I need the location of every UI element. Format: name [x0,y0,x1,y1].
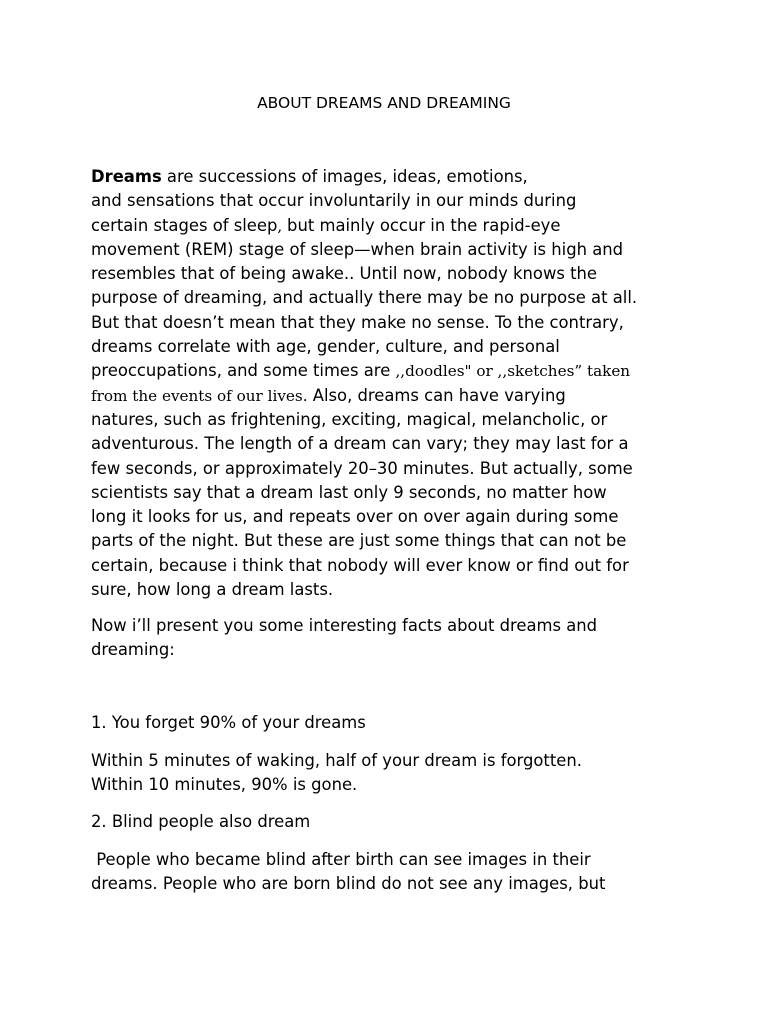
intro-text: from the events of our lives. [91,386,308,405]
intro-line: adventurous. The length of a dream can vary; they may last for a [91,434,629,454]
fact-heading: 2. Blind people also dream [91,812,311,831]
intro-line: and sensations that occur involuntarily in our minds during [91,191,577,211]
fact-heading: 1. You forget 90% of your dreams [91,713,366,732]
intro-line: few seconds, or approximately 20–30 minutes. But actually, some [91,458,633,478]
document-title: ABOUT DREAMS AND DREAMING [257,94,511,112]
intro-text: are successions of images, ideas, emotions, [161,167,528,186]
fact-line: People who became blind after birth can see images in their [91,850,591,869]
intro-paragraph [91,165,691,602]
intro-line [91,384,691,408]
intro-line: movement (REM) stage of sleep—when brain activity is high and [91,239,624,259]
fact-line: Within 10 minutes, 90% is gone. [91,775,358,795]
intro-line [91,214,691,238]
intro-line: scientists say that a dream last only 9 seconds, no matter how [91,482,607,502]
intro-line: certain, because i think that nobody will ever know or find out for [91,555,629,575]
quoted-text: ,,doodles" or ,,sketches” taken [395,362,631,381]
bold-term: Dreams [91,167,162,186]
intro-text: , [277,216,288,235]
intro-text: preoccupations, and some times are [91,361,396,381]
facts-intro-line: dreaming: [91,640,175,660]
fact2-paragraph [91,848,691,897]
intro-line: long it looks for us, and repeats over on over again during some [91,507,619,527]
intro-text: Also, dreams can have varying [307,385,566,405]
fact1-heading [91,711,691,735]
facts-intro-line: Now i’ll present you some interesting facts about dreams and [91,616,598,635]
intro-line: sure, how long a dream lasts. [91,580,334,600]
fact2-heading [91,810,691,834]
intro-line: parts of the night. But these are just some things that can not be [91,531,627,551]
intro-line [91,165,691,189]
fact-line: Within 5 minutes of waking, half of your dream is forgotten. [91,751,582,770]
intro-line: But that doesn’t mean that they make no sense. To the contrary, [91,312,624,332]
fact-line: dreams. People who are born blind do not see any images, but [91,874,606,894]
facts-intro-paragraph [91,614,691,663]
intro-line: dreams correlate with age, gender, culture, and personal [91,337,560,357]
intro-line: purpose of dreaming, and actually there may be no purpose at all. [91,288,638,308]
intro-line: natures, such as frightening, exciting, magical, melancholic, or [91,409,608,429]
fact1-paragraph [91,749,691,798]
intro-text: certain stages of sleep [91,215,278,235]
intro-line [91,359,691,383]
intro-text: but mainly occur in the rapid-eye [287,215,561,235]
intro-line: resembles that of being awake.. Until now, nobody knows the [91,264,598,284]
